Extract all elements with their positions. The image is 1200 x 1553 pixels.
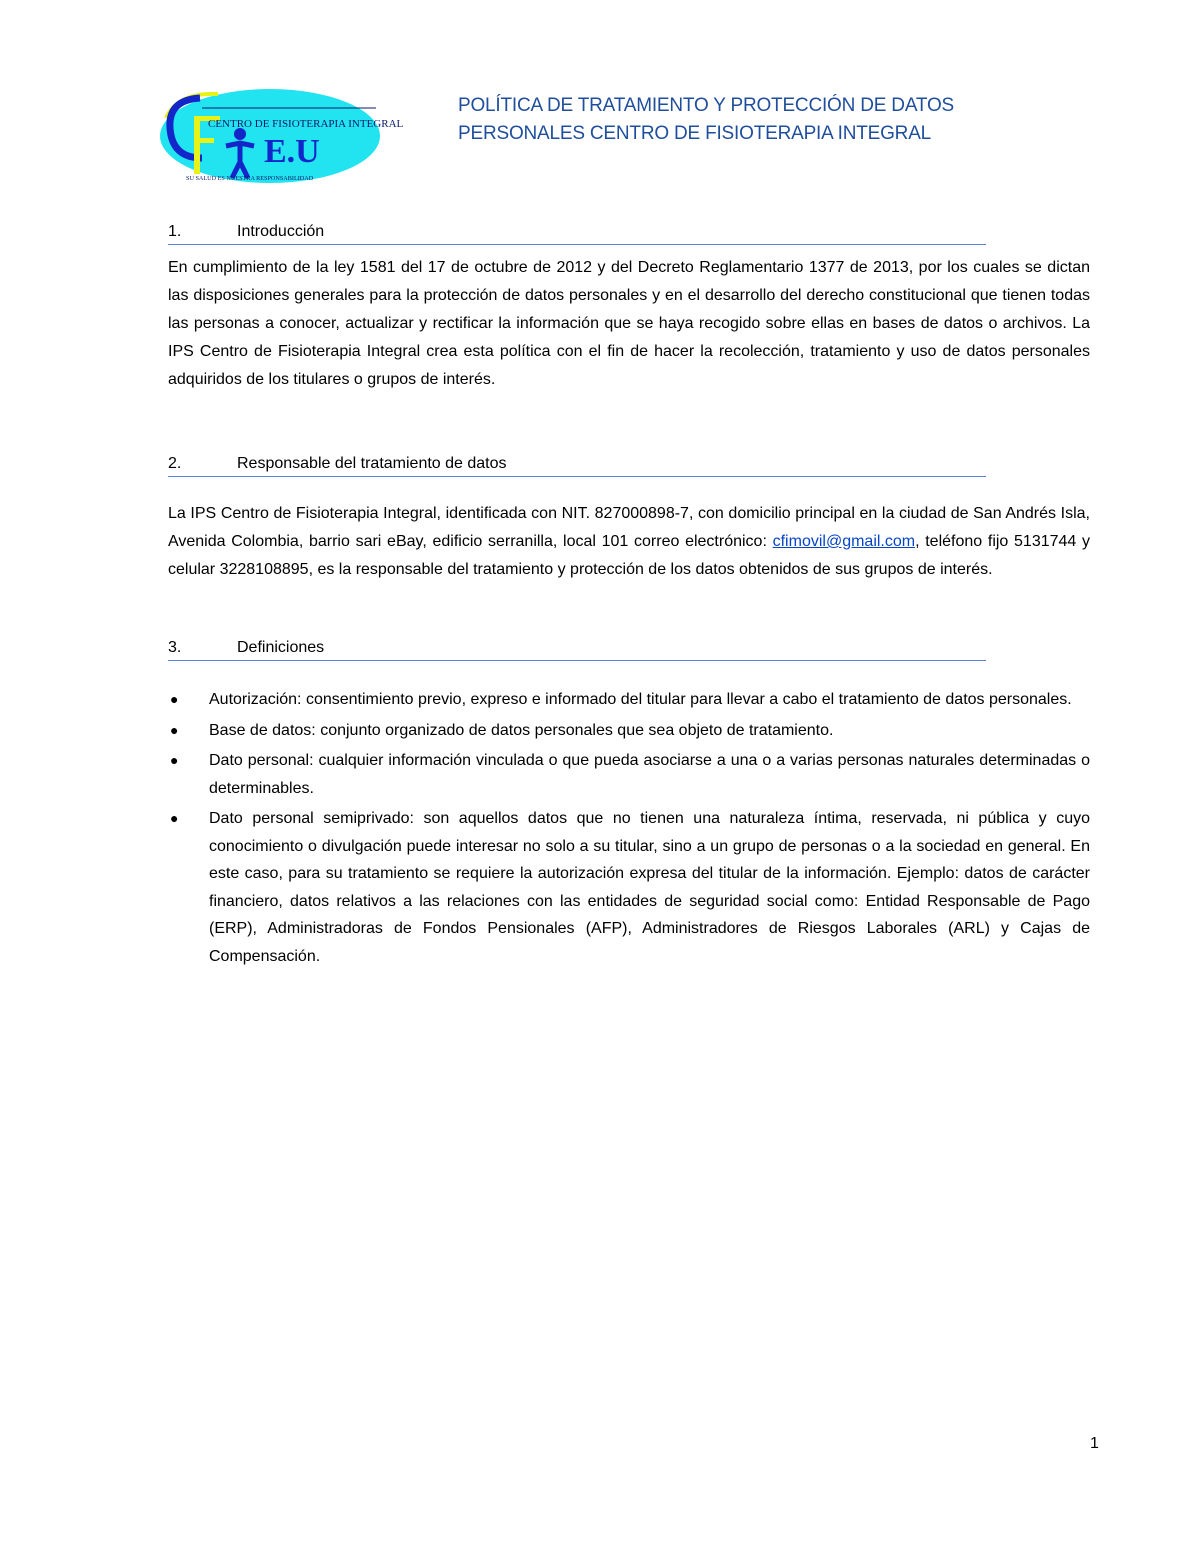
definitions-list (168, 686, 1090, 973)
logo-tagline: SU SALUD ES NUESTRA RESPONSABILIDAD (186, 175, 314, 182)
responsable-text-after: , teléfono fijo 5131744 y celular 3228108895, es la responsable del tratamiento y protección de los datos obtenidos de sus grupos de interés. (168, 533, 1091, 578)
logo-graphic (158, 88, 404, 185)
section-title: Definiciones (237, 639, 325, 656)
definition-text: Dato personal: cualquier información vinculada o que pueda asociarse a una o a varias personas naturales determinadas o determinables. (209, 752, 1090, 797)
list-item (168, 686, 1090, 714)
definition-text: Base de datos: conjunto organizado de datos personales que sea objeto de tratamiento. (209, 721, 834, 739)
section-heading-introduccion (168, 222, 986, 245)
list-item (168, 805, 1090, 970)
logo-top-text: CENTRO DE FISIOTERAPIA INTEGRAL (208, 118, 404, 130)
title-line-2: PERSONALES CENTRO DE FISIOTERAPIA INTEGRAL (458, 123, 932, 144)
section-number: 1. (168, 223, 182, 240)
page-number: 1 (1090, 1435, 1099, 1452)
document-title (458, 92, 1098, 148)
title-line-1: POLÍTICA DE TRATAMIENTO Y PROTECCIÓN DE DATOS (458, 95, 955, 116)
introduction-paragraph: En cumplimiento de la ley 1581 del 17 de octubre de 2012 y del Decreto Reglamentario 1377 de 2013, por los cuales se dictan las disposiciones generales para la protección de datos personales y en el desarrollo del derecho constitucional que tienen todas las personas a conocer, actualizar y rectificar la información que se haya recogido sobre ellas en bases de datos o archivos. La IPS Centro de Fisioterapia Integral crea esta política con el fin de hacer la recolección, tratamiento y uso de datos personales adquiridos de los titulares o grupos de interés. (168, 259, 1090, 388)
logo-main-text: E.U (264, 133, 320, 170)
responsable-paragraph (168, 500, 1090, 584)
section-heading-definiciones (168, 638, 986, 661)
responsable-text-before: La IPS Centro de Fisioterapia Integral, identificada con NIT. 827000898-7, con domicilio principal en la ciudad de San Andrés Isla, Avenida Colombia, barrio sari eBay, edificio serranilla, local 101 correo electrónico: (168, 505, 1090, 550)
section-number: 2. (168, 455, 182, 472)
list-item (168, 717, 1090, 745)
section-heading-responsable (168, 454, 986, 477)
bullet-icon: ● (170, 691, 179, 707)
list-item (168, 747, 1090, 802)
section-number: 3. (168, 639, 182, 656)
company-logo (158, 88, 404, 185)
bullet-icon: ● (170, 752, 179, 768)
section-title: Introducción (237, 223, 325, 240)
definition-text: Autorización: consentimiento previo, expreso e informado del titular para llevar a cabo el tratamiento de datos personales. (209, 691, 1072, 708)
email-link[interactable]: cfimovil@gmail.com (772, 533, 916, 550)
definition-text: Dato personal semiprivado: son aquellos datos que no tienen una naturaleza íntima, reservada, ni pública y cuyo conocimiento o divulgación puede interesar no solo a su titular, sino a un grupo de personas o a la sociedad en general. En este caso, para su tratamiento se requiere la autorización expresa del titular de la información. Ejemplo: datos de carácter financiero, datos relativos a las relaciones con las entidades de seguridad social como: Entidad Responsable de Pago (ERP), Administradoras de Fondos Pensionales (AFP), Administradores de Riesgos Laborales (ARL) y Cajas de Compensación. (209, 810, 1090, 965)
bullet-icon: ● (170, 721, 179, 738)
bullet-icon: ● (170, 810, 179, 826)
section-title: Responsable del tratamiento de datos (237, 455, 507, 472)
